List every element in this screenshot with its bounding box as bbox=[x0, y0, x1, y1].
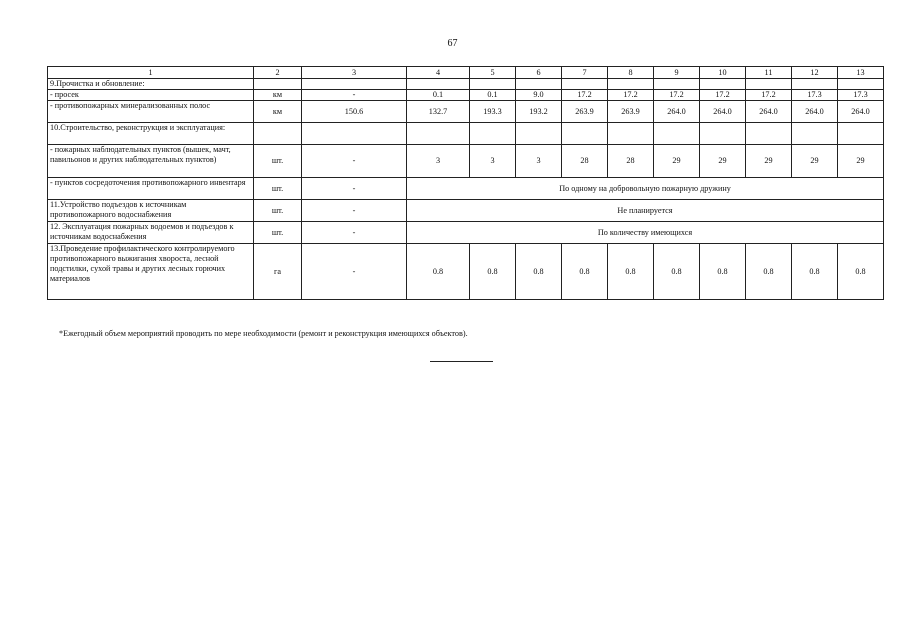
table-row-observation-points bbox=[48, 145, 884, 178]
value-cell: 0.8 bbox=[792, 244, 838, 300]
value-cell: 132.7 bbox=[407, 101, 470, 123]
value-cell: 17.2 bbox=[654, 90, 700, 101]
table-row-prosek bbox=[48, 90, 884, 101]
column-header: 6 bbox=[516, 67, 562, 79]
value-cell: 29 bbox=[746, 145, 792, 178]
column-header: 12 bbox=[792, 67, 838, 79]
base-cell: 150.6 bbox=[302, 101, 407, 123]
merged-note-cell: Не планируется bbox=[407, 200, 884, 222]
value-cell: 0.1 bbox=[407, 90, 470, 101]
column-header: 13 bbox=[838, 67, 884, 79]
column-number-row bbox=[48, 67, 884, 79]
base-cell: - bbox=[302, 178, 407, 200]
unit-cell: км bbox=[254, 90, 302, 101]
value-cell: 0.8 bbox=[746, 244, 792, 300]
row-label: 12. Эксплуатация пожарных водоемов и подъездов к источникам водоснабжения bbox=[48, 222, 254, 244]
table-row-inventory-points bbox=[48, 178, 884, 200]
column-header: 8 bbox=[608, 67, 654, 79]
value-cell: 264.0 bbox=[746, 101, 792, 123]
column-header: 3 bbox=[302, 67, 407, 79]
unit-cell: шт. bbox=[254, 200, 302, 222]
table-row-controlled-burning bbox=[48, 244, 884, 300]
section-row-construction bbox=[48, 123, 884, 145]
value-cell: 17.3 bbox=[838, 90, 884, 101]
fire-measures-table bbox=[47, 66, 884, 300]
value-cell: 28 bbox=[562, 145, 608, 178]
value-cell: 0.1 bbox=[470, 90, 516, 101]
column-header: 7 bbox=[562, 67, 608, 79]
value-cell: 263.9 bbox=[562, 101, 608, 123]
value-cell: 0.8 bbox=[838, 244, 884, 300]
row-label: - пожарных наблюдательных пунктов (вышек, мачт, павильонов и других наблюдательных пунктов) bbox=[48, 145, 254, 178]
page-number: 67 bbox=[447, 38, 458, 49]
value-cell: 29 bbox=[700, 145, 746, 178]
column-header: 4 bbox=[407, 67, 470, 79]
value-cell: 17.2 bbox=[700, 90, 746, 101]
value-cell: 0.8 bbox=[516, 244, 562, 300]
value-cell: 0.8 bbox=[470, 244, 516, 300]
base-cell: - bbox=[302, 244, 407, 300]
base-cell: - bbox=[302, 222, 407, 244]
value-cell: 3 bbox=[516, 145, 562, 178]
row-label: - противопожарных минерализованных полос bbox=[48, 101, 254, 123]
footnote: *Ежегодный объем мероприятий проводить по мере необходимости (ремонт и реконструкция имеющихся объектов). bbox=[59, 329, 468, 338]
value-cell: 3 bbox=[407, 145, 470, 178]
table-row-mineral-strips bbox=[48, 101, 884, 123]
unit-cell: шт. bbox=[254, 222, 302, 244]
row-label: 11.Устройство подъездов к источникам противопожарного водоснабжения bbox=[48, 200, 254, 222]
row-label: - пунктов сосредоточения противопожарного инвентаря bbox=[48, 178, 254, 200]
section-row-cleaning bbox=[48, 79, 884, 90]
value-cell: 9.0 bbox=[516, 90, 562, 101]
merged-note-cell: По количеству имеющихся bbox=[407, 222, 884, 244]
unit-cell: км bbox=[254, 101, 302, 123]
column-header: 5 bbox=[470, 67, 516, 79]
row-label: 10.Строительство, реконструкция и эксплуатация: bbox=[48, 123, 254, 145]
base-cell: - bbox=[302, 200, 407, 222]
value-cell: 17.2 bbox=[608, 90, 654, 101]
base-cell: - bbox=[302, 90, 407, 101]
column-header: 11 bbox=[746, 67, 792, 79]
value-cell: 17.3 bbox=[792, 90, 838, 101]
value-cell: 264.0 bbox=[792, 101, 838, 123]
unit-cell: га bbox=[254, 244, 302, 300]
value-cell: 28 bbox=[608, 145, 654, 178]
value-cell: 264.0 bbox=[654, 101, 700, 123]
value-cell: 29 bbox=[792, 145, 838, 178]
value-cell: 193.3 bbox=[470, 101, 516, 123]
divider-rule bbox=[430, 361, 493, 362]
value-cell: 193.2 bbox=[516, 101, 562, 123]
row-label: - просек bbox=[48, 90, 254, 101]
column-header: 10 bbox=[700, 67, 746, 79]
value-cell: 0.8 bbox=[700, 244, 746, 300]
value-cell: 264.0 bbox=[838, 101, 884, 123]
value-cell: 263.9 bbox=[608, 101, 654, 123]
base-cell: - bbox=[302, 145, 407, 178]
value-cell: 29 bbox=[654, 145, 700, 178]
value-cell: 264.0 bbox=[700, 101, 746, 123]
column-header: 9 bbox=[654, 67, 700, 79]
row-label: 9.Прочистка и обновление: bbox=[48, 79, 254, 90]
merged-note-cell: По одному на добровольную пожарную дружину bbox=[407, 178, 884, 200]
unit-cell: шт. bbox=[254, 178, 302, 200]
value-cell: 0.8 bbox=[407, 244, 470, 300]
table-row-access-roads bbox=[48, 200, 884, 222]
unit-cell: шт. bbox=[254, 145, 302, 178]
value-cell: 17.2 bbox=[746, 90, 792, 101]
table-row-fire-ponds bbox=[48, 222, 884, 244]
value-cell: 3 bbox=[470, 145, 516, 178]
value-cell: 0.8 bbox=[654, 244, 700, 300]
column-header: 1 bbox=[48, 67, 254, 79]
value-cell: 17.2 bbox=[562, 90, 608, 101]
row-label: 13.Проведение профилактического контролируемого противопожарного выжигания хвороста, лесной подстилки, сухой травы и других лесных горючих материалов bbox=[48, 244, 254, 300]
value-cell: 29 bbox=[838, 145, 884, 178]
value-cell: 0.8 bbox=[608, 244, 654, 300]
column-header: 2 bbox=[254, 67, 302, 79]
value-cell: 0.8 bbox=[562, 244, 608, 300]
